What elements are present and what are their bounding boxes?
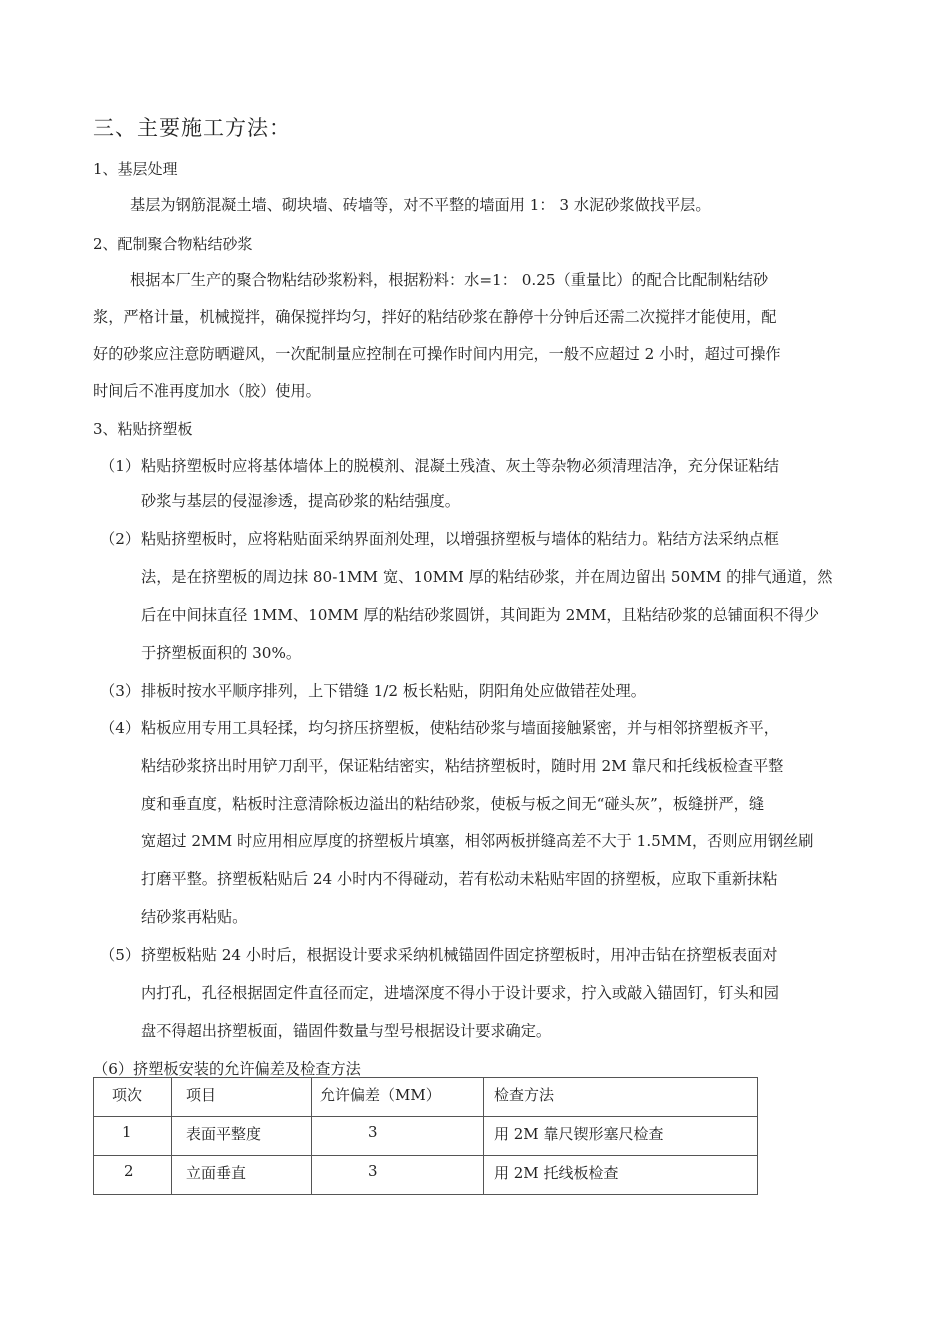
item-line: 挤塑板粘贴 24 小时后，根据设计要求采纳机械锚固件固定挤塑板时，用冲击钻在挤塑板表面对: [141, 946, 778, 964]
table-cell: 立面垂直: [172, 1156, 312, 1195]
table-header-cell: 项目: [172, 1078, 312, 1117]
paragraph-line: 时间后不准再度加水（胶）使用。: [93, 382, 321, 400]
item-line: 法，是在挤塑板的周边抹 80-1MM 宽、10MM 厚的粘结砂浆，并在周边留出 50MM 的排气通道，然: [141, 568, 833, 586]
item-number: （4）: [100, 719, 141, 737]
table-row: [94, 1156, 758, 1195]
table-caption: （6）挤塑板安装的允许偏差及检查方法: [93, 1060, 361, 1078]
table-cell: 用 2M 托线板检查: [484, 1156, 758, 1195]
paragraph-line: 根据本厂生产的聚合物粘结砂浆粉料，根据粉料：水=1： 0.25（重量比）的配合比配制粘结砂: [130, 271, 769, 289]
table-header-row: [94, 1078, 758, 1117]
item-line: 结砂浆再粘贴。: [141, 908, 248, 926]
item-line: 粘贴挤塑板时，应将粘贴面采纳界面剂处理，以增强挤塑板与墙体的粘结力。粘结方法采纳点框: [141, 530, 779, 548]
item-line: 粘贴挤塑板时应将基体墙体上的脱模剂、混凝土残渣、灰土等杂物必须清理洁净，充分保证粘结: [141, 457, 779, 475]
table-cell: 3: [312, 1156, 484, 1195]
item-line: 粘板应用专用工具轻揉，均匀挤压挤塑板，使粘结砂浆与墙面接触紧密，并与相邻挤塑板齐平，: [141, 719, 779, 737]
heading-1: 1、基层处理: [93, 160, 178, 178]
heading-3: 3、粘贴挤塑板: [93, 420, 193, 438]
table-cell: 表面平整度: [172, 1117, 312, 1156]
table-header-cell: 项次: [94, 1078, 172, 1117]
item-line: 宽超过 2MM 时应用相应厚度的挤塑板片填塞，相邻两板拼缝高差不大于 1.5MM，否则应用钢丝刷: [141, 832, 814, 850]
item-number: （5）: [100, 946, 141, 964]
table-cell: 用 2M 靠尺锲形塞尺检查: [484, 1117, 758, 1156]
item-line: 排板时按水平顺序排列，上下错缝 1/2 板长粘贴，阴阳角处应做错茬处理。: [141, 682, 646, 700]
table-cell: 3: [312, 1117, 484, 1156]
table-row: [94, 1117, 758, 1156]
section-title: 三、主要施工方法：: [93, 116, 291, 140]
item-line: 内打孔，孔径根据固定件直径而定，进墙深度不得小于设计要求，拧入或敲入锚固钉，钉头和园: [141, 984, 779, 1002]
table-cell: 1: [94, 1117, 172, 1156]
item-number: （1）: [100, 457, 141, 475]
paragraph-line: 基层为钢筋混凝土墙、砌块墙、砖墙等，对不平整的墙面用 1： 3 水泥砂浆做找平层。: [130, 196, 711, 214]
item-number: （3）: [100, 682, 141, 700]
table-header-cell: 检查方法: [484, 1078, 758, 1117]
item-line: 后在中间抹直径 1MM、10MM 厚的粘结砂浆圆饼，其间距为 2MM，且粘结砂浆的总铺面积不得少: [141, 606, 820, 624]
table-cell: 2: [94, 1156, 172, 1195]
item-line: 粘结砂浆挤出时用铲刀刮平，保证粘结密实，粘结挤塑板时，随时用 2M 靠尺和托线板检查平整: [141, 757, 784, 775]
item-line: 于挤塑板面积的 30%。: [141, 644, 302, 662]
item-line: 打磨平整。挤塑板粘贴后 24 小时内不得碰动，若有松动未粘贴牢固的挤塑板，应取下重新抹粘: [141, 870, 778, 888]
tolerance-table: [93, 1077, 758, 1195]
item-line: 砂浆与基层的侵湿渗透，提高砂浆的粘结强度。: [141, 492, 460, 510]
paragraph-line: 浆，严格计量，机械搅拌，确保搅拌均匀，拌好的粘结砂浆在静停十分钟后还需二次搅拌才能使用，配: [93, 308, 777, 326]
item-line: 度和垂直度，粘板时注意清除板边溢出的粘结砂浆，使板与板之间无“碰头灰”，板缝拼严，缝: [141, 795, 765, 813]
table-header-cell: 允许偏差（MM）: [312, 1078, 484, 1117]
item-line: 盘不得超出挤塑板面，锚固件数量与型号根据设计要求确定。: [141, 1022, 552, 1040]
item-number: （2）: [100, 530, 141, 548]
heading-2: 2、配制聚合物粘结砂浆: [93, 235, 253, 253]
paragraph-line: 好的砂浆应注意防晒避风，一次配制量应控制在可操作时间内用完，一般不应超过 2 小时，超过可操作: [93, 345, 781, 363]
